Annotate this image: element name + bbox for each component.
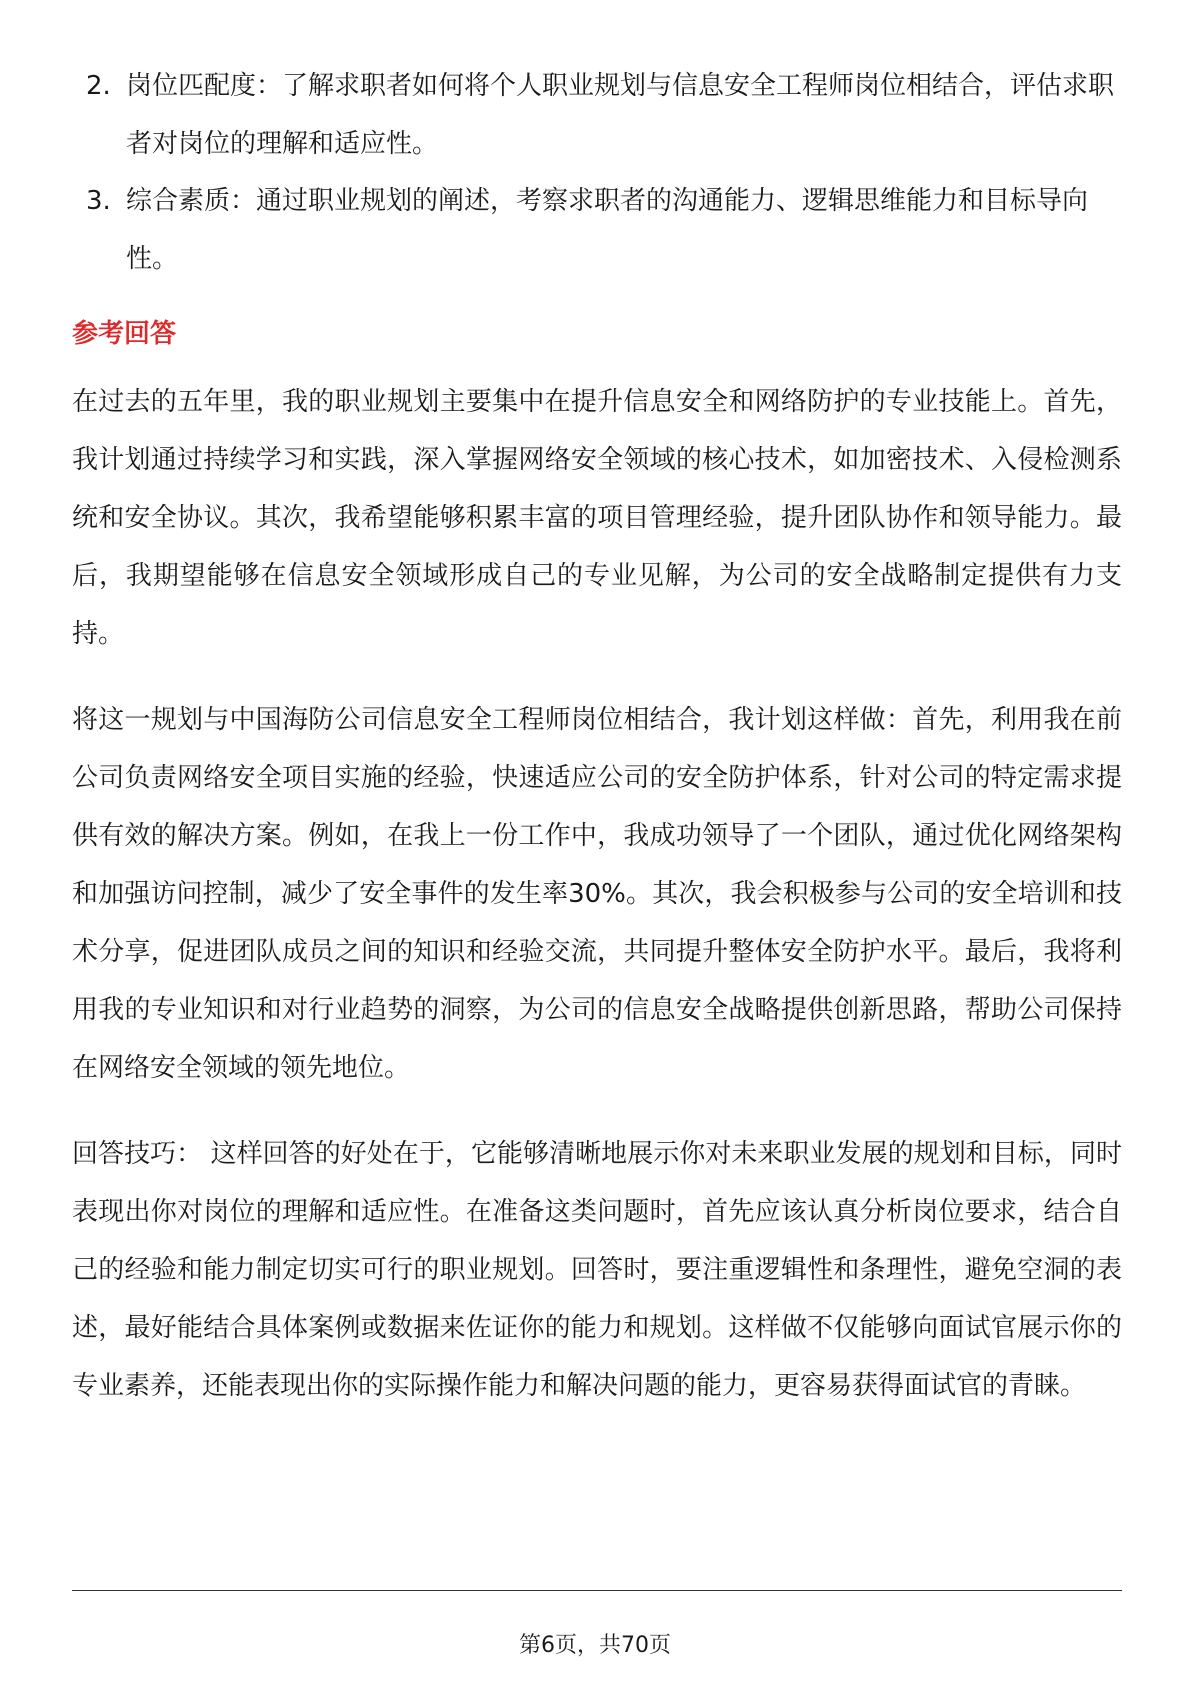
list-number: 2. — [86, 71, 111, 101]
answer-paragraph-1: 在过去的五年里，我的职业规划主要集中在提升信息安全和网络防护的专业技能上。首先，我计划通过持续学习和实践，深入掌握网络安全领域的核心技术，如加密技术、入侵检测系统和安全协议。其次，我希望能够积累丰富的项目管理经验，提升团队协作和领导能力。最后，我期望能够在信息安全领域形成自己的专业见解，为公司的安全战略制定提供有力支持。 — [72, 387, 1122, 649]
answer-paragraph-2: 将这一规划与中国海防公司信息安全工程师岗位相结合，我计划这样做：首先，利用我在前公司负责网络安全项目实施的经验，快速适应公司的安全防护体系，针对公司的特定需求提供有效的解决方案。例如，在我上一份工作中，我成功领导了一个团队，通过优化网络架构和加强访问控制，减少了安全事件的发生率30%。其次，我会积极参与公司的安全培训和技术分享，促进团队成员之间的知识和经验交流，共同提升整体安全防护水平。最后，我将利用我的专业知识和对行业趋势的洞察，为公司的信息安全战略提供创新思路，帮助公司保持在网络安全领域的领先地位。 — [72, 705, 1122, 1083]
list-text: 岗位匹配度：了解求职者如何将个人职业规划与信息安全工程师岗位相结合，评估求职者对岗位的理解和适应性。 — [126, 71, 1115, 159]
list-number: 3. — [86, 186, 111, 216]
list-text: 综合素质：通过职业规划的阐述，考察求职者的沟通能力、逻辑思维能力和目标导向性。 — [126, 186, 1089, 274]
section-heading: 参考回答 — [72, 319, 177, 349]
page-content — [72, 58, 1122, 1443]
list-item — [72, 58, 1122, 173]
tips-paragraph: 回答技巧： 这样回答的好处在于，它能够清晰地展示你对未来职业发展的规划和目标，同时表现出你对岗位的理解和适应性。在准备这类问题时，首先应该认真分析岗位要求，结合自己的经验和能力制定切实可行的职业规划。回答时，要注重逻辑性和条理性，避免空洞的表述，最好能结合具体案例或数据来佐证你的能力和规划。这样做不仅能够向面试官展示你的专业素养，还能表现出你的实际操作能力和解决问题的能力，更容易获得面试官的青睐。 — [72, 1139, 1122, 1401]
list-item — [72, 173, 1122, 288]
footer-divider — [72, 1590, 1122, 1591]
page-number: 第6页，共70页 — [519, 1633, 671, 1658]
